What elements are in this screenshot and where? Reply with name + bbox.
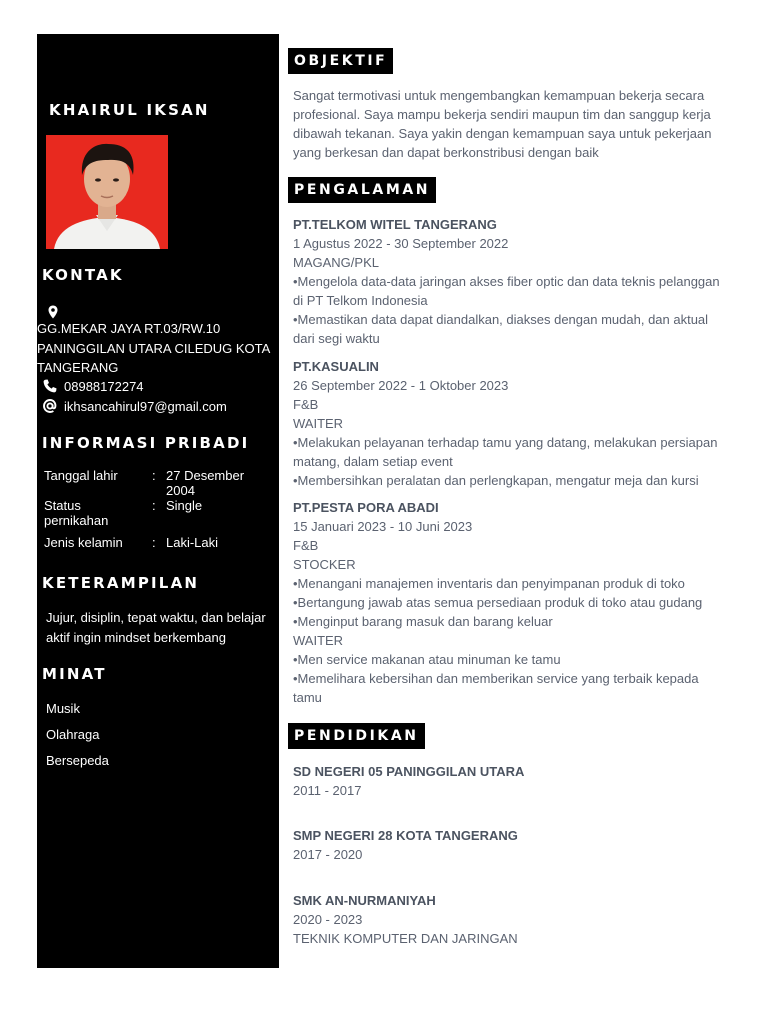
education-heading: PENDIDIKAN xyxy=(288,723,425,749)
school-years: 2020 - 2023 xyxy=(293,912,363,927)
job-company: PT.TELKOM WITEL TANGERANG xyxy=(293,217,497,232)
job-entry-pesta-pora xyxy=(293,498,728,707)
info-label: Tanggal lahir xyxy=(44,468,118,483)
experience-heading: PENGALAMAN xyxy=(288,177,436,203)
sidebar xyxy=(37,34,279,968)
phone-number[interactable]: 08988172274 xyxy=(64,379,144,394)
info-label: Status pernikahan xyxy=(44,498,109,528)
job-period: 1 Agustus 2022 - 30 September 2022 xyxy=(293,236,509,251)
email-address[interactable]: ikhsancahirul97@gmail.com xyxy=(64,399,227,414)
interest-item: Musik xyxy=(46,701,80,716)
phone-icon xyxy=(42,378,58,394)
job-department: F&B xyxy=(293,397,319,412)
job-duty: •Men service makanan atau minuman ke tamu xyxy=(293,652,561,667)
job-duty: •Memelihara kebersihan dan memberikan service yang terbaik kepada tamu xyxy=(293,671,699,705)
candidate-name: KHAIRUL IKSAN xyxy=(49,101,210,119)
interests-list xyxy=(46,701,109,779)
skills-heading: KETERAMPILAN xyxy=(42,574,200,592)
personal-info-heading: INFORMASI PRIBADI xyxy=(42,434,250,452)
job-entry-kasualin xyxy=(293,357,728,490)
job-duty: •Menangani manajemen inventaris dan penyimpanan produk di toko xyxy=(293,576,685,591)
job-duty: •Melakukan pelayanan terhadap tamu yang datang, melakukan persiapan matang, dalam setiap event xyxy=(293,435,718,469)
profile-photo-illustration xyxy=(46,135,168,249)
info-value: 27 Desember 2004 xyxy=(166,468,245,498)
info-colon: : xyxy=(152,468,156,483)
job-duty: •Bertangung jawab atas semua persediaan produk di toko atau gudang xyxy=(293,595,703,610)
school-years: 2011 - 2017 xyxy=(293,783,362,798)
job-company: PT.PESTA PORA ABADI xyxy=(293,500,439,515)
job-duty: •Memastikan data dapat diandalkan, diakses dengan mudah, dan aktual dari segi waktu xyxy=(293,312,709,346)
job-duty: •Mengelola data-data jaringan akses fiber optic dan data teknis pelanggan di PT Telkom Indonesia xyxy=(293,274,720,308)
contact-heading: KONTAK xyxy=(42,266,124,284)
interest-item: Bersepeda xyxy=(46,753,109,768)
school-years: 2017 - 2020 xyxy=(293,847,363,862)
at-sign-icon xyxy=(42,398,58,414)
school-major: TEKNIK KOMPUTER DAN JARINGAN xyxy=(293,931,518,946)
objective-heading: OBJEKTIF xyxy=(288,48,393,74)
job-role: STOCKER xyxy=(293,557,356,572)
info-value: Single xyxy=(166,498,203,513)
job-entry-telkom xyxy=(293,215,728,348)
email-row xyxy=(42,397,227,416)
skills-text: Jujur, disiplin, tepat waktu, dan belajar aktif ingin mindset berkembang xyxy=(46,610,266,645)
education-entry-smk xyxy=(293,891,723,948)
school-name: SD NEGERI 05 PANINGGILAN UTARA xyxy=(293,764,525,779)
info-label: Jenis kelamin xyxy=(44,535,123,550)
job-duty: •Membersihkan peralatan dan perlengkapan, mengatur meja dan kursi xyxy=(293,473,699,488)
interest-item: Olahraga xyxy=(46,727,100,742)
school-name: SMK AN-NURMANIYAH xyxy=(293,893,436,908)
contact-address: GG.MEKAR JAYA RT.03/RW.10 PANINGGILAN UTARA CILEDUG KOTA TANGERANG xyxy=(37,321,270,375)
interests-heading: MINAT xyxy=(42,665,107,683)
school-name: SMP NEGERI 28 KOTA TANGERANG xyxy=(293,828,518,843)
info-colon: : xyxy=(152,498,156,513)
job-role: MAGANG/PKL xyxy=(293,255,379,270)
job-period: 26 September 2022 - 1 Oktober 2023 xyxy=(293,378,509,393)
location-pin-icon xyxy=(45,304,61,320)
info-value: Laki-Laki xyxy=(166,535,219,550)
objective-text: Sangat termotivasi untuk mengembangkan kemampuan bekerja secara profesional. Saya mampu bekerja sendiri maupun tim dan sanggup kerja dibawah tekanan. Saya yakin dengan kemampuan saya untuk pekerjaan yang berkesan dan dapat berkonstribusi dengan baik xyxy=(293,88,712,160)
job-duty: •Menginput barang masuk dan barang keluar xyxy=(293,614,553,629)
info-colon: : xyxy=(152,535,156,550)
profile-photo xyxy=(46,135,168,249)
education-entry-smp xyxy=(293,826,723,864)
job-role: WAITER xyxy=(293,633,344,648)
job-company: PT.KASUALIN xyxy=(293,359,379,374)
job-department: F&B xyxy=(293,538,319,553)
job-role: WAITER xyxy=(293,416,344,431)
job-period: 15 Januari 2023 - 10 Juni 2023 xyxy=(293,519,473,534)
education-entry-sd xyxy=(293,762,723,800)
phone-row xyxy=(42,377,144,396)
